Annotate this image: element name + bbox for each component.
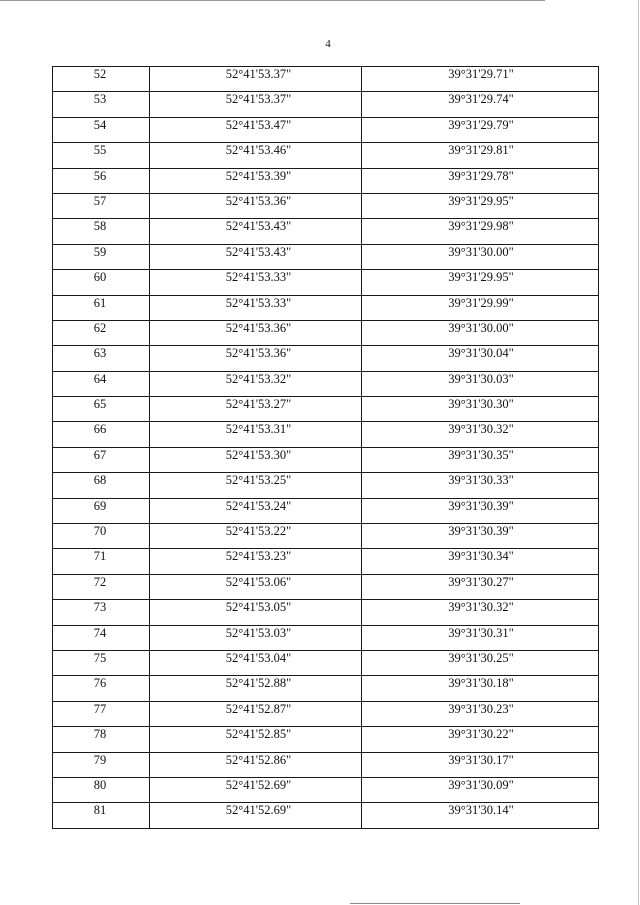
point-number-cell: 73 (53, 600, 150, 625)
latitude-cell: 52°41'52.88" (150, 676, 362, 701)
point-number-cell: 72 (53, 574, 150, 599)
table-row (53, 473, 599, 498)
table-row (53, 67, 599, 92)
point-number-cell: 57 (53, 193, 150, 218)
point-number-cell: 70 (53, 524, 150, 549)
longitude-cell: 39°31'29.95" (362, 270, 599, 295)
longitude-cell: 39°31'30.22" (362, 727, 599, 752)
latitude-cell: 52°41'53.36" (150, 320, 362, 345)
table-row (53, 346, 599, 371)
latitude-cell: 52°41'52.87" (150, 701, 362, 726)
latitude-cell: 52°41'53.43" (150, 244, 362, 269)
table-row (53, 752, 599, 777)
table-row (53, 92, 599, 117)
page-number: 4 (325, 38, 331, 50)
point-number-cell: 60 (53, 270, 150, 295)
latitude-cell: 52°41'53.46" (150, 143, 362, 168)
point-number-cell: 54 (53, 117, 150, 142)
point-number-cell: 77 (53, 701, 150, 726)
latitude-cell: 52°41'53.37" (150, 67, 362, 92)
longitude-cell: 39°31'29.99" (362, 295, 599, 320)
longitude-cell: 39°31'30.33" (362, 473, 599, 498)
latitude-cell: 52°41'53.47" (150, 117, 362, 142)
point-number-cell: 69 (53, 498, 150, 523)
latitude-cell: 52°41'52.86" (150, 752, 362, 777)
table-row (53, 168, 599, 193)
table-row (53, 320, 599, 345)
latitude-cell: 52°41'53.03" (150, 625, 362, 650)
table-row (53, 498, 599, 523)
longitude-cell: 39°31'29.74" (362, 92, 599, 117)
point-number-cell: 63 (53, 346, 150, 371)
latitude-cell: 52°41'53.32" (150, 371, 362, 396)
latitude-cell: 52°41'53.25" (150, 473, 362, 498)
latitude-cell: 52°41'53.23" (150, 549, 362, 574)
point-number-cell: 61 (53, 295, 150, 320)
latitude-cell: 52°41'53.43" (150, 219, 362, 244)
latitude-cell: 52°41'53.37" (150, 92, 362, 117)
point-number-cell: 76 (53, 676, 150, 701)
longitude-cell: 39°31'29.71" (362, 67, 599, 92)
longitude-cell: 39°31'30.23" (362, 701, 599, 726)
latitude-cell: 52°41'53.39" (150, 168, 362, 193)
scan-edge-top (0, 0, 545, 1)
latitude-cell: 52°41'53.30" (150, 447, 362, 472)
table-row (53, 803, 599, 828)
table-row (53, 270, 599, 295)
table-row (53, 193, 599, 218)
latitude-cell: 52°41'53.05" (150, 600, 362, 625)
longitude-cell: 39°31'30.32" (362, 422, 599, 447)
point-number-cell: 64 (53, 371, 150, 396)
table-row (53, 625, 599, 650)
longitude-cell: 39°31'30.17" (362, 752, 599, 777)
longitude-cell: 39°31'30.35" (362, 447, 599, 472)
table-row (53, 295, 599, 320)
latitude-cell: 52°41'53.04" (150, 650, 362, 675)
scan-edge-right (638, 0, 639, 905)
longitude-cell: 39°31'30.09" (362, 777, 599, 802)
table-row (53, 600, 599, 625)
point-number-cell: 65 (53, 397, 150, 422)
point-number-cell: 79 (53, 752, 150, 777)
longitude-cell: 39°31'29.95" (362, 193, 599, 218)
longitude-cell: 39°31'30.31" (362, 625, 599, 650)
longitude-cell: 39°31'30.27" (362, 574, 599, 599)
latitude-cell: 52°41'53.33" (150, 295, 362, 320)
point-number-cell: 56 (53, 168, 150, 193)
point-number-cell: 78 (53, 727, 150, 752)
coordinates-table-body (53, 67, 599, 829)
longitude-cell: 39°31'29.78" (362, 168, 599, 193)
longitude-cell: 39°31'30.39" (362, 498, 599, 523)
longitude-cell: 39°31'30.25" (362, 650, 599, 675)
point-number-cell: 67 (53, 447, 150, 472)
latitude-cell: 52°41'53.06" (150, 574, 362, 599)
table-row (53, 676, 599, 701)
table-row (53, 397, 599, 422)
table-row (53, 143, 599, 168)
point-number-cell: 66 (53, 422, 150, 447)
longitude-cell: 39°31'30.04" (362, 346, 599, 371)
table-row (53, 244, 599, 269)
coordinates-table (52, 66, 599, 829)
scan-edge-bottom (350, 903, 520, 904)
table-row (53, 701, 599, 726)
longitude-cell: 39°31'30.03" (362, 371, 599, 396)
point-number-cell: 75 (53, 650, 150, 675)
table-row (53, 727, 599, 752)
table-row (53, 574, 599, 599)
point-number-cell: 59 (53, 244, 150, 269)
latitude-cell: 52°41'53.22" (150, 524, 362, 549)
point-number-cell: 68 (53, 473, 150, 498)
latitude-cell: 52°41'52.69" (150, 803, 362, 828)
point-number-cell: 62 (53, 320, 150, 345)
longitude-cell: 39°31'30.00" (362, 320, 599, 345)
point-number-cell: 52 (53, 67, 150, 92)
latitude-cell: 52°41'53.27" (150, 397, 362, 422)
point-number-cell: 81 (53, 803, 150, 828)
table-row (53, 371, 599, 396)
latitude-cell: 52°41'53.36" (150, 346, 362, 371)
point-number-cell: 74 (53, 625, 150, 650)
latitude-cell: 52°41'52.85" (150, 727, 362, 752)
point-number-cell: 58 (53, 219, 150, 244)
table-row (53, 524, 599, 549)
table-row (53, 549, 599, 574)
point-number-cell: 71 (53, 549, 150, 574)
longitude-cell: 39°31'30.32" (362, 600, 599, 625)
latitude-cell: 52°41'53.36" (150, 193, 362, 218)
table-row (53, 117, 599, 142)
longitude-cell: 39°31'30.34" (362, 549, 599, 574)
table-row (53, 447, 599, 472)
point-number-cell: 80 (53, 777, 150, 802)
latitude-cell: 52°41'53.31" (150, 422, 362, 447)
longitude-cell: 39°31'30.00" (362, 244, 599, 269)
longitude-cell: 39°31'29.81" (362, 143, 599, 168)
point-number-cell: 53 (53, 92, 150, 117)
table-row (53, 219, 599, 244)
longitude-cell: 39°31'30.30" (362, 397, 599, 422)
table-row (53, 650, 599, 675)
point-number-cell: 55 (53, 143, 150, 168)
latitude-cell: 52°41'53.24" (150, 498, 362, 523)
table-row (53, 422, 599, 447)
latitude-cell: 52°41'52.69" (150, 777, 362, 802)
table-row (53, 777, 599, 802)
longitude-cell: 39°31'29.98" (362, 219, 599, 244)
latitude-cell: 52°41'53.33" (150, 270, 362, 295)
longitude-cell: 39°31'30.39" (362, 524, 599, 549)
longitude-cell: 39°31'29.79" (362, 117, 599, 142)
longitude-cell: 39°31'30.14" (362, 803, 599, 828)
longitude-cell: 39°31'30.18" (362, 676, 599, 701)
